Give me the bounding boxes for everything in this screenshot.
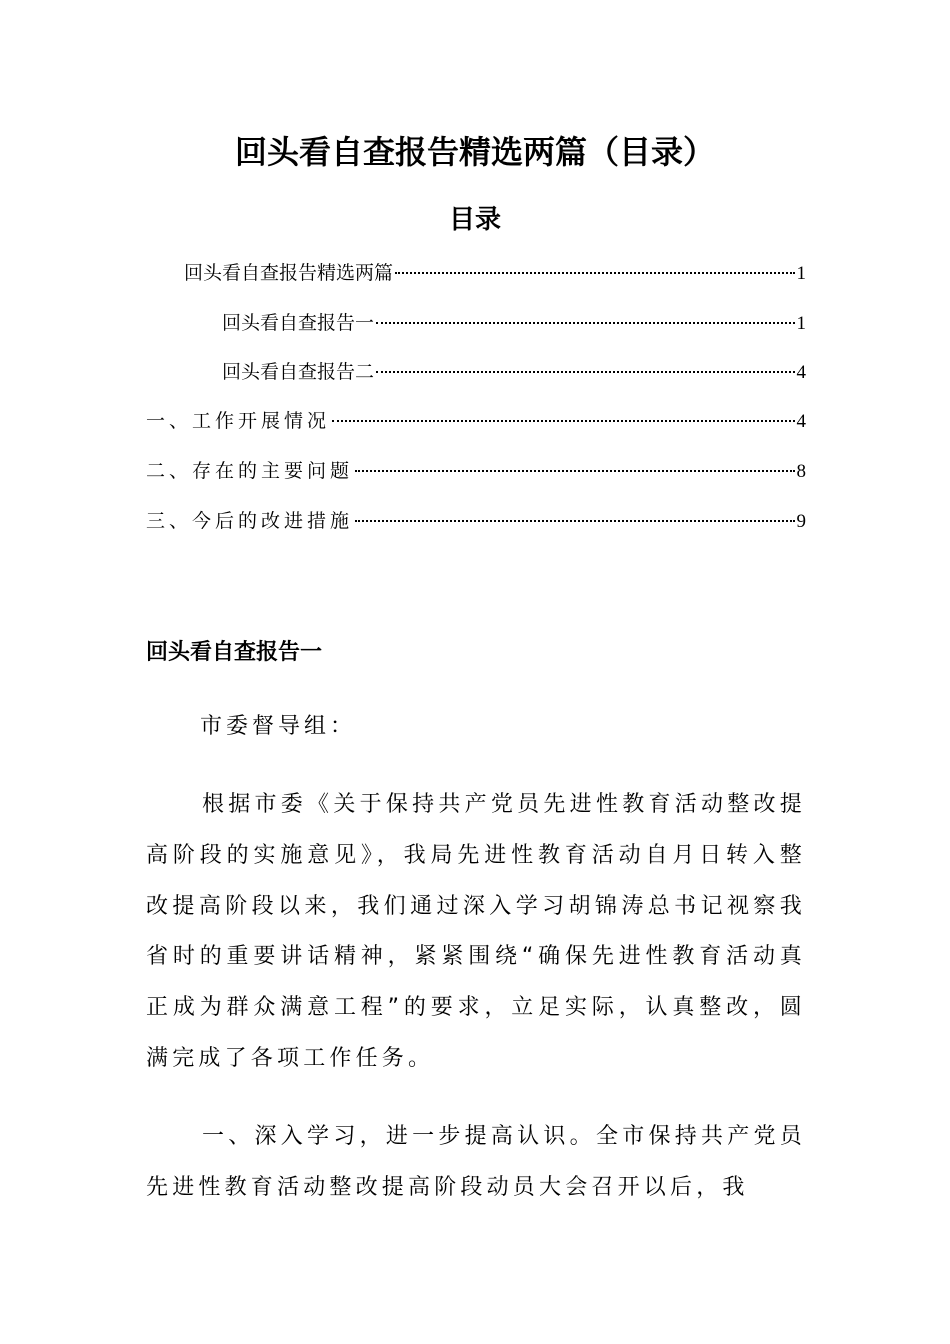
toc-entry-page: 9	[796, 511, 806, 532]
toc-entry-label: 二、存在的主要问题	[146, 460, 354, 482]
document-title: 回头看自查报告精选两篇（目录）	[234, 133, 715, 171]
toc-entry-page: 4	[796, 362, 806, 383]
toc-entry-label: 回头看自查报告一	[222, 312, 375, 334]
toc-entry-page: 4	[796, 411, 806, 432]
toc-entry[interactable]	[146, 506, 806, 536]
toc-entry-label: 三、今后的改进措施	[146, 510, 354, 532]
body-paragraph: 一、深入学习，进一步提高认识。全市保持共产党员先进性教育活动整改提高阶段动员大会召开以后，我	[146, 1124, 806, 1200]
toc-entry[interactable]	[222, 308, 806, 338]
toc-entry-label: 回头看自查报告精选两篇	[184, 262, 394, 284]
toc-leader-dots	[376, 371, 794, 373]
toc-entry[interactable]	[222, 357, 806, 387]
toc-leader-dots	[355, 520, 794, 522]
toc-heading: 目录	[448, 205, 501, 235]
toc-entry-page: 1	[796, 263, 806, 284]
toc-entry[interactable]	[184, 258, 806, 288]
toc-entry-page: 8	[796, 461, 806, 482]
salutation: 市委督导组：	[200, 714, 357, 739]
toc-entry-label: 回头看自查报告二	[222, 361, 375, 383]
toc-entry[interactable]	[146, 406, 806, 436]
toc-entry[interactable]	[146, 456, 806, 486]
toc-entry-label: 一、工作开展情况	[146, 410, 331, 432]
toc-leader-dots	[376, 322, 794, 324]
toc-leader-dots	[395, 272, 794, 274]
toc-entry-page: 1	[796, 313, 806, 334]
body-paragraph: 根据市委《关于保持共产党员先进性教育活动整改提高阶段的实施意见》，我局先进性教育活动自月日转入整改提高阶段以来，我们通过深入学习胡锦涛总书记视察我省时的重要讲话精神，紧紧围绕“确保先进性教育活动真正成为群众满意工程”的要求，立足实际，认真整改，圆满完成了各项工作任务。	[146, 792, 806, 1071]
section-heading: 回头看自查报告一	[146, 640, 323, 665]
toc-leader-dots	[332, 420, 794, 422]
toc-leader-dots	[355, 470, 794, 472]
